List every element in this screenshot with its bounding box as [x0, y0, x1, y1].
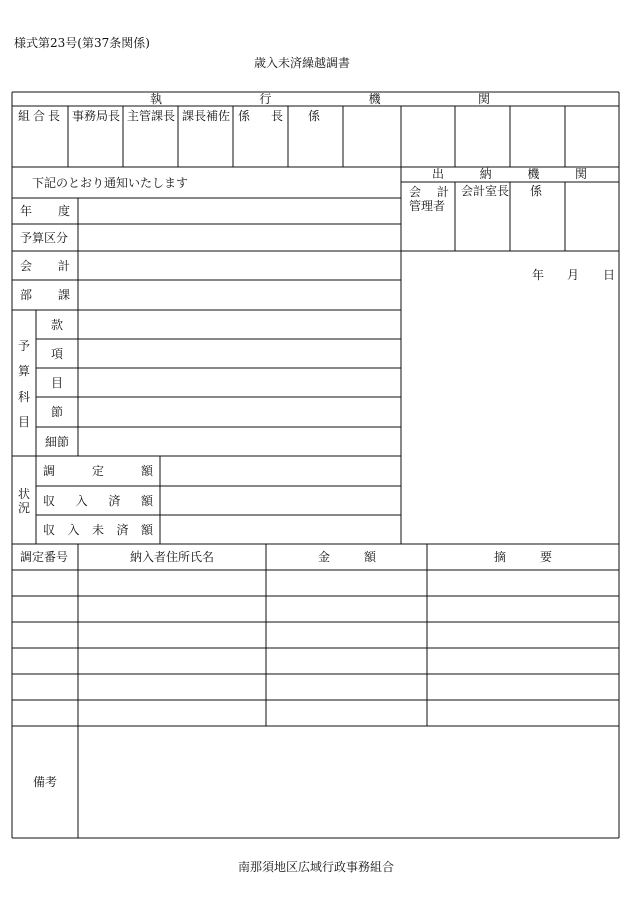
budget-item-kou: 項: [51, 347, 64, 361]
status-unreceived-amount: 収 入 未 済 額: [43, 523, 153, 537]
notice-text: 下記のとおり通知いたします: [32, 176, 189, 190]
account-label: 会 計: [20, 259, 70, 273]
role-union-head: 組合長: [18, 109, 64, 123]
fiscal-year-label: 年 度: [20, 204, 70, 218]
date-month-label: 月: [567, 268, 580, 282]
organization-name: 南那須地区広域行政事務組合: [238, 860, 395, 874]
col-assessment-number: 調定番号: [20, 550, 69, 564]
form-number: 様式第23号(第37条関係): [14, 36, 150, 50]
col-amount: 金 額: [318, 550, 376, 564]
date-day-label: 日: [603, 268, 616, 282]
role-accounting-chief: 会計室長: [461, 184, 510, 198]
treasury-heading: 出 納 機 関: [432, 167, 587, 181]
date-year-label: 年: [532, 268, 545, 282]
role-section-chief: 係 長: [238, 109, 283, 123]
role-secretary-general: 事務局長: [72, 109, 121, 123]
status-label: 状 況: [17, 487, 30, 515]
budget-item-saisetsu: 細節: [45, 435, 70, 449]
status-received-amount: 収 入 済 額: [43, 494, 153, 508]
budget-category-label: 予算区分: [20, 231, 69, 245]
role-staff: 係: [308, 109, 321, 123]
budget-item-setsu: 節: [51, 405, 64, 419]
status-assessed-amount: 調 定 額: [43, 464, 153, 478]
execution-heading: 執 行 機 関: [150, 92, 490, 106]
role-assistant-manager: 課長補佐: [182, 109, 231, 123]
department-label: 部 課: [20, 288, 70, 302]
col-payer-name: 納入者住所氏名: [130, 550, 215, 564]
role-treasury-staff: 係: [530, 184, 543, 198]
role-accounting-manager: 会 計 管理者: [409, 185, 449, 213]
document-title: 歳入未済繰越調書: [254, 56, 351, 70]
budget-items-label: 予 算 科 目: [17, 339, 30, 429]
role-chief-manager: 主管課長: [127, 109, 176, 123]
col-summary: 摘 要: [494, 550, 552, 564]
remarks-label: 備考: [33, 775, 58, 789]
budget-item-moku: 目: [51, 376, 64, 390]
budget-item-kan: 款: [51, 318, 64, 332]
